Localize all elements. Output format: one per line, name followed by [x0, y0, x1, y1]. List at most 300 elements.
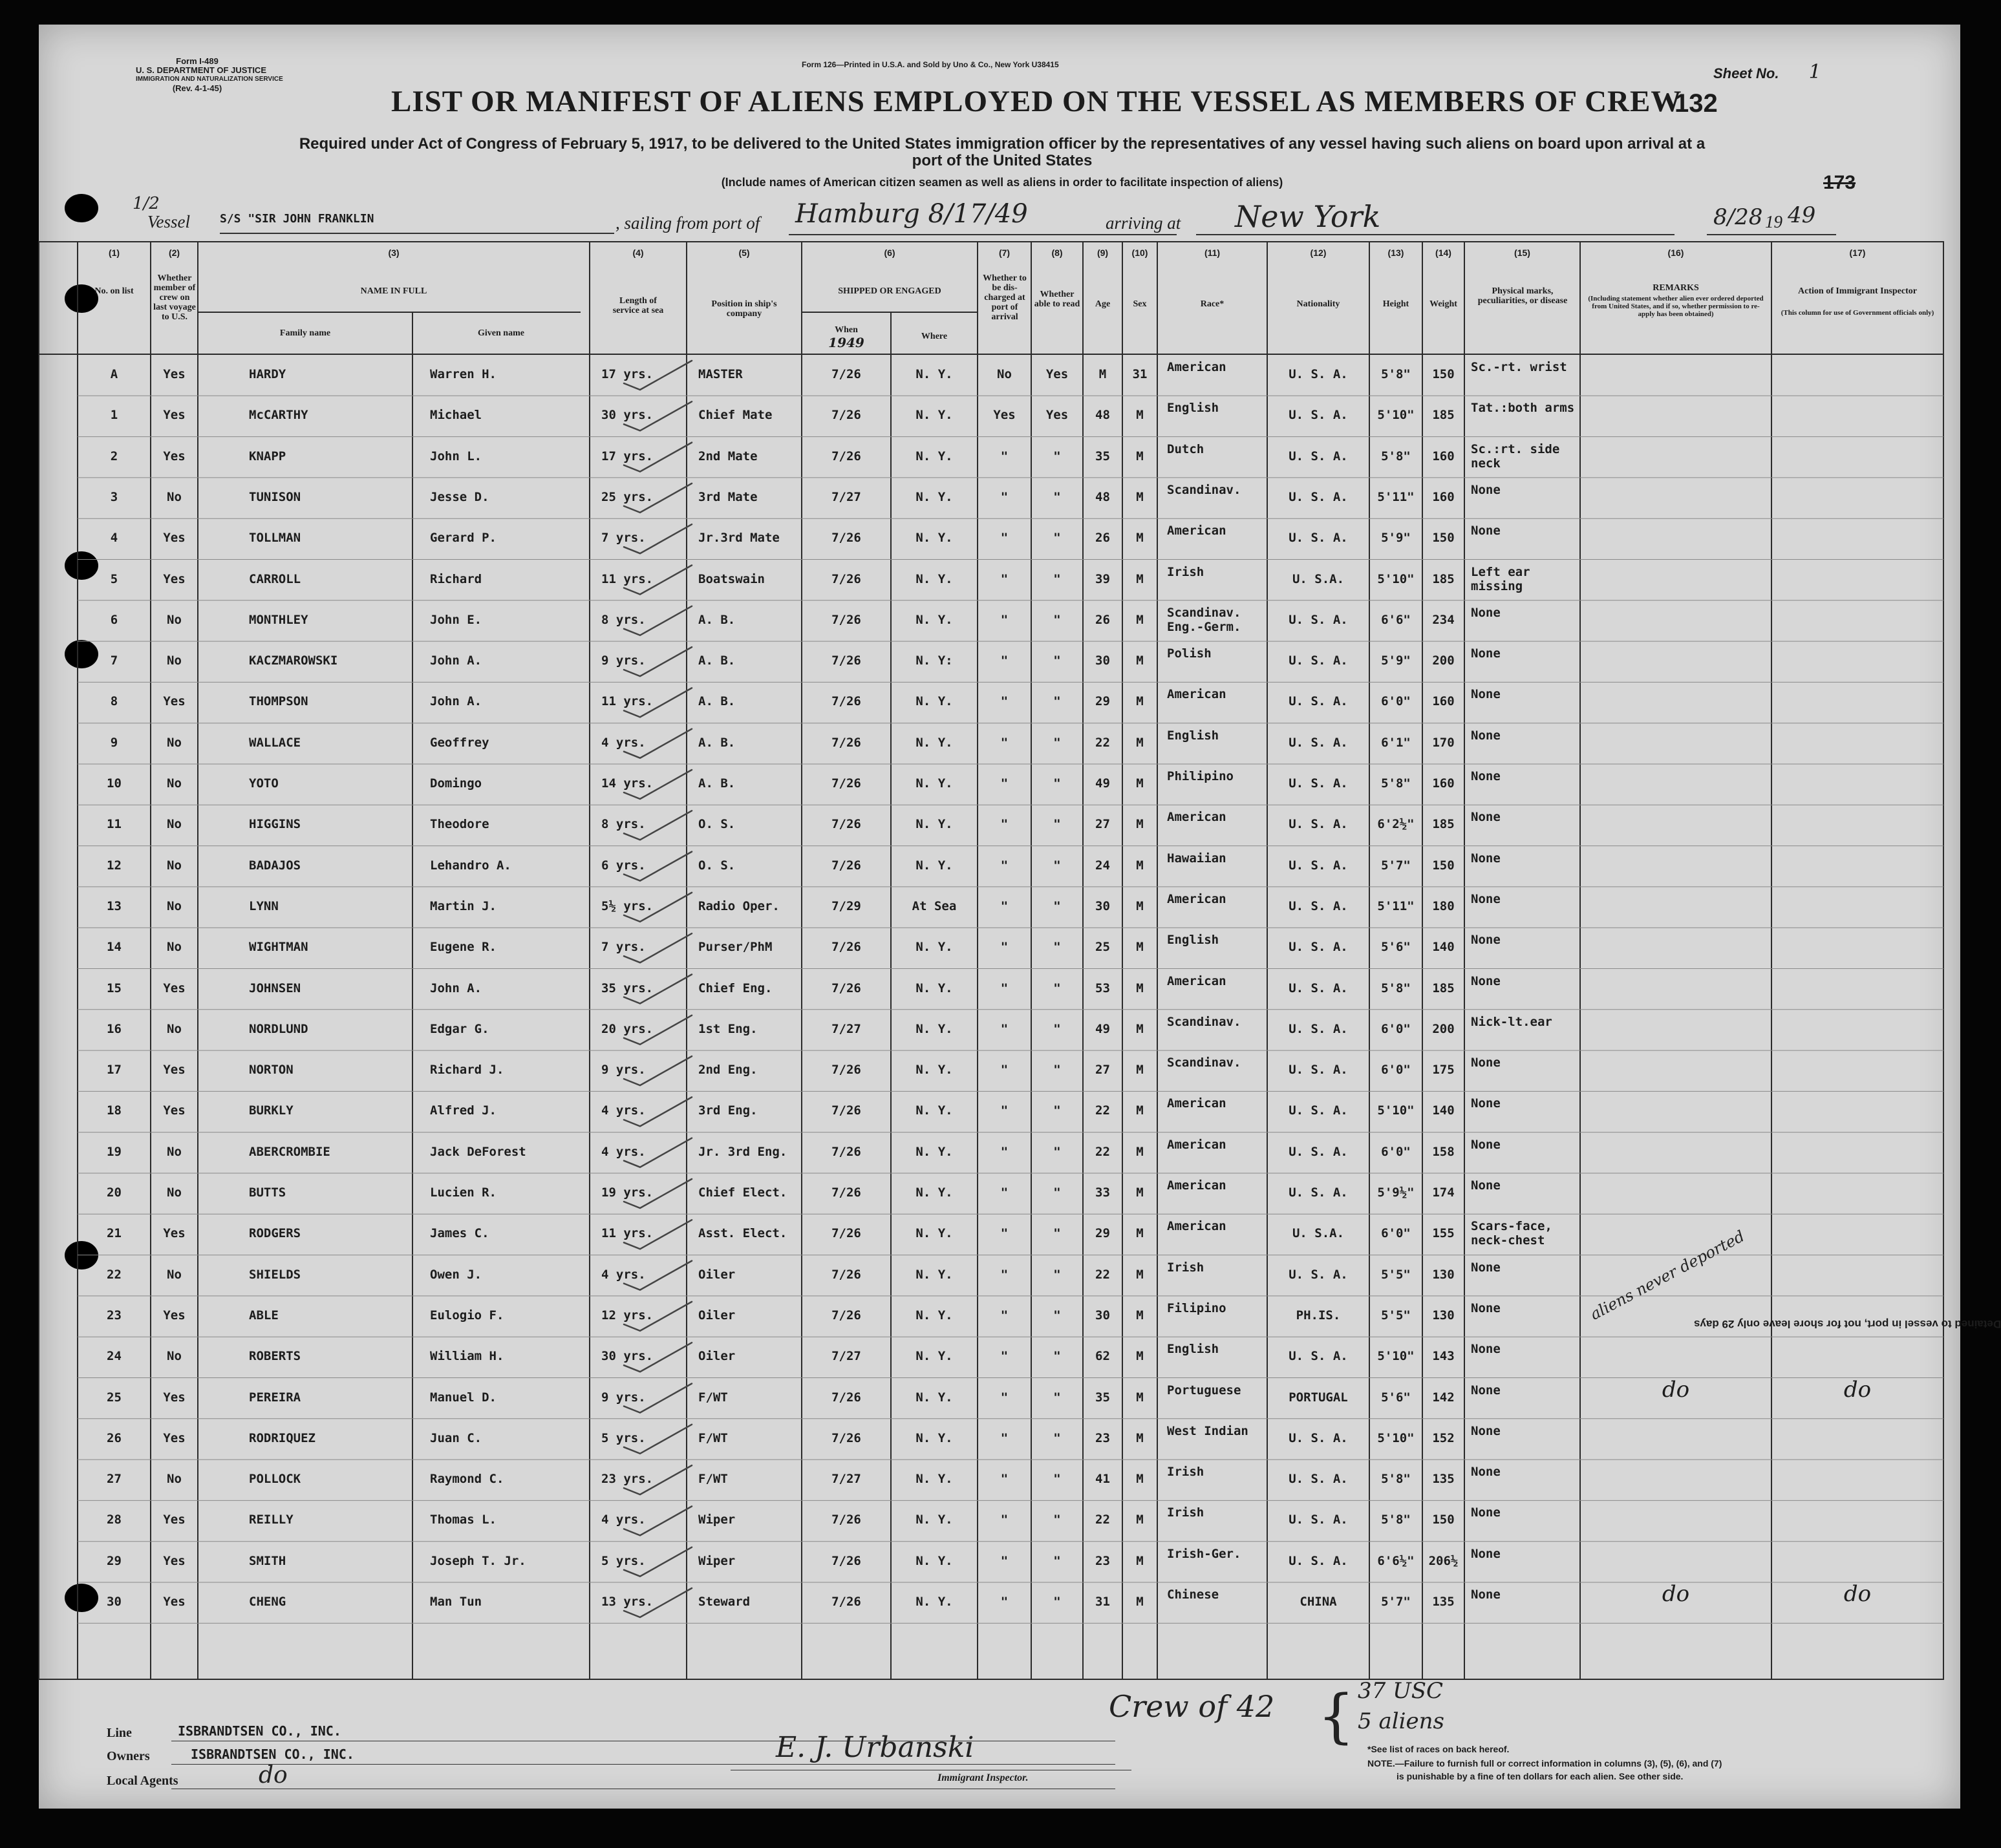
cell-able-read: "	[1053, 1185, 1061, 1200]
cell-nationality: U. S. A.	[1289, 817, 1348, 832]
cell-service: 11 yrs.	[601, 1226, 654, 1241]
cell-sex: M	[1136, 1595, 1144, 1609]
cell-given-name: Juan C.	[430, 1430, 482, 1445]
cell-height: 5'8"	[1381, 1472, 1411, 1487]
cell-height: 5'7"	[1381, 858, 1411, 873]
cell-sex: M	[1136, 449, 1144, 463]
cell-physical-marks: None	[1471, 769, 1501, 783]
col-num-12: (12)	[1310, 248, 1327, 258]
cell-position: A. B.	[698, 776, 736, 791]
line-label: Line	[107, 1726, 132, 1740]
cell-discharged: "	[1000, 531, 1009, 546]
cell-age: 26	[1095, 612, 1110, 627]
cell-able-read: "	[1053, 531, 1061, 546]
cell-age: 35	[1095, 1390, 1110, 1405]
cell-discharged: "	[1000, 1349, 1009, 1364]
header-discharged: Whether to be dis-charged at port of arrival	[983, 273, 1027, 322]
cell-where: N. Y.	[915, 1063, 953, 1078]
cell-physical-marks: Sc.:rt. side neck	[1471, 441, 1560, 471]
cell-family-name: KNAPP	[249, 449, 286, 463]
cell-when: 7/26	[831, 1390, 861, 1405]
cell-last-voyage: No	[167, 1021, 182, 1036]
cell-position: A. B.	[698, 694, 736, 709]
cell-height: 5'6"	[1381, 940, 1411, 955]
cell-family-name: ROBERTS	[249, 1349, 301, 1364]
cell-no: 19	[107, 1144, 122, 1159]
cell-able-read: "	[1053, 1513, 1061, 1527]
cell-sex: M	[1136, 735, 1144, 750]
cell-when: 7/26	[831, 1185, 861, 1200]
cell-where: N. Y.	[915, 817, 953, 832]
cell-last-voyage: No	[167, 858, 182, 873]
sheet-label: Sheet No.	[1713, 65, 1779, 81]
cell-remarks: do	[1662, 1581, 1690, 1607]
cell-discharged: "	[1000, 1595, 1009, 1609]
cell-nationality: U. S. A.	[1289, 858, 1348, 873]
cell-when: 7/26	[831, 1063, 861, 1078]
cell-race: American	[1167, 973, 1226, 988]
cell-position: Radio Oper.	[698, 898, 780, 913]
cell-where: N. Y.	[915, 1226, 953, 1241]
cell-last-voyage: Yes	[163, 408, 186, 423]
cell-when: 7/26	[831, 817, 861, 832]
cell-nationality: U. S. A.	[1289, 1553, 1348, 1568]
cell-age: 22	[1095, 1267, 1110, 1282]
header-given-name: Given name	[478, 328, 524, 338]
cell-height: 6'2½"	[1377, 817, 1415, 832]
cell-last-voyage: Yes	[163, 1103, 186, 1118]
cell-position: Oiler	[698, 1267, 736, 1282]
cell-race: American	[1167, 1096, 1226, 1111]
cell-service: 4 yrs.	[601, 1267, 646, 1282]
cell-height: 6'0"	[1381, 1226, 1411, 1241]
header-able-read: Whether able to read	[1034, 290, 1080, 309]
cell-race: English	[1167, 728, 1219, 743]
cell-last-voyage: No	[167, 1267, 182, 1282]
cell-given-name: Lehandro A.	[430, 858, 511, 873]
cell-service: 30 yrs.	[601, 1349, 654, 1364]
cell-where: N. Y.	[915, 981, 953, 995]
cell-physical-marks: None	[1471, 605, 1501, 620]
cell-family-name: TUNISON	[249, 489, 301, 504]
cell-sex: M	[1136, 1144, 1144, 1159]
cell-no: 29	[107, 1553, 122, 1568]
cell-sex: M	[1136, 1513, 1144, 1527]
crew-usc: 37 USC	[1358, 1678, 1444, 1704]
cell-height: 5'10"	[1377, 571, 1415, 586]
cell-given-name: Owen J.	[430, 1267, 482, 1282]
cell-last-voyage: Yes	[163, 571, 186, 586]
arriving-label: arriving at	[1106, 213, 1181, 233]
cell-nationality: U. S. A.	[1289, 776, 1348, 791]
cell-position: F/WT	[698, 1390, 728, 1405]
cell-last-voyage: No	[167, 817, 182, 832]
cell-where: N. Y.	[915, 1553, 953, 1568]
cell-discharged: "	[1000, 1021, 1009, 1036]
cell-where: N. Y.	[915, 1185, 953, 1200]
cell-able-read: "	[1053, 653, 1061, 668]
cell-weight: 185	[1432, 817, 1455, 832]
cell-nationality: U. S. A.	[1289, 694, 1348, 709]
cell-service: 30 yrs.	[601, 408, 654, 423]
cell-height: 5'9"	[1381, 653, 1411, 668]
col-num-3: (3)	[388, 248, 400, 258]
cell-weight: 150	[1432, 1513, 1455, 1527]
cell-no: 17	[107, 1063, 122, 1078]
cell-physical-marks: None	[1471, 1056, 1501, 1070]
cell-race: Dutch	[1167, 441, 1204, 456]
cell-able-read: "	[1053, 1472, 1061, 1487]
cell-no: 12	[107, 858, 122, 873]
cell-nationality: U. S. A.	[1289, 1349, 1348, 1364]
header-where: Where	[921, 332, 948, 341]
cell-family-name: HIGGINS	[249, 817, 301, 832]
requirement-text: Required under Act of Congress of February 5, 1917, to be delivered to the United States immigration officer by the representatives of any vessel having such aliens on board upon arrival at a	[299, 135, 1706, 153]
cell-position: F/WT	[698, 1430, 728, 1445]
cell-weight: 200	[1432, 653, 1455, 668]
cell-weight: 174	[1432, 1185, 1455, 1200]
cell-given-name: Man Tun	[430, 1595, 482, 1609]
cell-nationality: U. S. A.	[1289, 981, 1348, 995]
fine-note-2: is punishable by a fine of ten dollars for each alien. See other side.	[1396, 1771, 1684, 1781]
cell-position: A. B.	[698, 735, 736, 750]
cell-able-read: "	[1053, 735, 1061, 750]
cell-given-name: Michael	[430, 408, 482, 423]
cell-physical-marks: Sc.-rt. wrist	[1471, 360, 1567, 374]
cell-height: 5'8"	[1381, 981, 1411, 995]
cell-able-read: "	[1053, 571, 1061, 586]
cell-age: 30	[1095, 653, 1110, 668]
cell-weight: 140	[1432, 1103, 1455, 1118]
cell-nationality: U. S. A.	[1289, 1103, 1348, 1118]
cell-nationality: PORTUGAL	[1289, 1390, 1348, 1405]
cell-discharged: "	[1000, 1226, 1009, 1241]
cell-weight: 160	[1432, 489, 1455, 504]
cell-no: 5	[110, 571, 118, 586]
cell-age: 27	[1095, 1063, 1110, 1078]
cell-age: 29	[1095, 1226, 1110, 1241]
cell-height: 6'1"	[1381, 735, 1411, 750]
cell-weight: 170	[1432, 735, 1455, 750]
cell-action: do	[1843, 1376, 1872, 1403]
cell-nationality: U. S. A.	[1289, 531, 1348, 546]
cell-able-read: "	[1053, 694, 1061, 709]
year-suffix: 49	[1788, 202, 1816, 228]
cell-service: 17 yrs.	[601, 367, 654, 381]
cell-nationality: U. S. A.	[1289, 1185, 1348, 1200]
cell-last-voyage: Yes	[163, 1226, 186, 1241]
cell-able-read: "	[1053, 1390, 1061, 1405]
cell-able-read: "	[1053, 1063, 1061, 1078]
cell-where: N. Y.	[915, 449, 953, 463]
sheet-number: 1	[1808, 61, 1821, 83]
agents-value: do	[259, 1762, 288, 1789]
cell-when: 7/26	[831, 858, 861, 873]
cell-given-name: James C.	[430, 1226, 489, 1241]
cell-sex: M	[1136, 858, 1144, 873]
cell-nationality: U. S. A.	[1289, 653, 1348, 668]
cell-where: N. Y.	[915, 735, 953, 750]
cell-age: 35	[1095, 449, 1110, 463]
cell-sex: M	[1136, 612, 1144, 627]
cell-last-voyage: Yes	[163, 449, 186, 463]
cell-when: 7/26	[831, 571, 861, 586]
cell-discharged: Yes	[993, 408, 1016, 423]
cell-age: 22	[1095, 1144, 1110, 1159]
cell-no: 10	[107, 776, 122, 791]
cell-discharged: "	[1000, 612, 1009, 627]
cell-age: 29	[1095, 694, 1110, 709]
vessel-prefix: 1/2	[133, 194, 160, 213]
owners-label: Owners	[107, 1749, 150, 1763]
cell-able-read: "	[1053, 1267, 1061, 1282]
cell-family-name: RODRIQUEZ	[249, 1430, 316, 1445]
cell-discharged: "	[1000, 1513, 1009, 1527]
cell-nationality: U. S. A.	[1289, 940, 1348, 955]
cell-where: N. Y.	[915, 1349, 953, 1364]
cell-sex: M	[1136, 1063, 1144, 1078]
cell-nationality: U. S. A.	[1289, 735, 1348, 750]
cell-discharged: "	[1000, 1390, 1009, 1405]
col-num-13: (13)	[1387, 248, 1404, 258]
cell-discharged: "	[1000, 1553, 1009, 1568]
cell-height: 5'6"	[1381, 1390, 1411, 1405]
inspector-signature: E. J. Urbanski	[776, 1731, 974, 1764]
cell-able-read: "	[1053, 489, 1061, 504]
inspector-label: Immigrant Inspector.	[937, 1772, 1029, 1783]
cell-physical-marks: None	[1471, 1342, 1501, 1357]
cell-sex: M	[1136, 898, 1144, 913]
cell-when: 7/26	[831, 449, 861, 463]
cell-family-name: CARROLL	[249, 571, 301, 586]
cell-no: 22	[107, 1267, 122, 1282]
cell-service: 9 yrs.	[601, 653, 646, 668]
cell-family-name: BUTTS	[249, 1185, 286, 1200]
cell-race: American	[1167, 524, 1226, 538]
cell-where: N. Y.	[915, 776, 953, 791]
cell-weight: 140	[1432, 940, 1455, 955]
cell-last-voyage: Yes	[163, 1553, 186, 1568]
cell-sex: M	[1136, 1553, 1144, 1568]
cell-nationality: PH.IS.	[1296, 1308, 1341, 1322]
cell-last-voyage: No	[167, 1349, 182, 1364]
cell-where: N. Y.	[915, 1021, 953, 1036]
cell-race: Hawaiian	[1167, 851, 1226, 866]
cell-height: 5'11"	[1377, 489, 1415, 504]
cell-position: Oiler	[698, 1308, 736, 1322]
cell-service: 14 yrs.	[601, 776, 654, 791]
cell-where: N. Y.	[915, 1595, 953, 1609]
arrival-date: 8/28	[1713, 204, 1763, 230]
cell-where: N. Y.	[915, 408, 953, 423]
cell-age: 26	[1095, 531, 1110, 546]
cell-physical-marks: None	[1471, 1465, 1501, 1480]
cell-weight: 150	[1432, 367, 1455, 381]
cell-height: 5'5"	[1381, 1267, 1411, 1282]
cell-discharged: "	[1000, 940, 1009, 955]
cell-service: 8 yrs.	[601, 817, 646, 832]
cell-race: Scandinav.	[1167, 1014, 1241, 1029]
cell-last-voyage: Yes	[163, 367, 186, 381]
cell-when: 7/26	[831, 612, 861, 627]
cell-height: 6'6"	[1381, 612, 1411, 627]
cell-given-name: John A.	[430, 981, 482, 995]
cell-nationality: CHINA	[1300, 1595, 1337, 1609]
cell-where: N. Y.	[915, 1513, 953, 1527]
cell-no: 30	[107, 1595, 122, 1609]
cell-last-voyage: No	[167, 940, 182, 955]
cell-able-read: "	[1053, 1226, 1061, 1241]
cell-race: Polish	[1167, 646, 1212, 661]
cell-when: 7/26	[831, 981, 861, 995]
cell-able-read: "	[1053, 940, 1061, 955]
cell-able-read: "	[1053, 1144, 1061, 1159]
cell-given-name: Eugene R.	[430, 940, 497, 955]
cell-given-name: Geoffrey	[430, 735, 489, 750]
cell-service: 12 yrs.	[601, 1308, 654, 1322]
cell-nationality: U. S. A.	[1289, 367, 1348, 381]
cell-age: 39	[1095, 571, 1110, 586]
cell-given-name: Jesse D.	[430, 489, 489, 504]
cell-service: 23 yrs.	[601, 1472, 654, 1487]
cell-last-voyage: Yes	[163, 1513, 186, 1527]
cell-service: 4 yrs.	[601, 735, 646, 750]
cell-given-name: Joseph T. Jr.	[430, 1553, 526, 1568]
cell-discharged: "	[1000, 1472, 1009, 1487]
cell-position: A. B.	[698, 612, 736, 627]
cell-where: N. Y.	[915, 1308, 953, 1322]
cell-when: 7/26	[831, 1513, 861, 1527]
cell-family-name: CHENG	[249, 1595, 286, 1609]
cell-nationality: U. S.A.	[1292, 1226, 1345, 1241]
cell-weight: 142	[1432, 1390, 1455, 1405]
cell-discharged: "	[1000, 898, 1009, 913]
cell-given-name: John A.	[430, 694, 482, 709]
remarks-aliens-never-deported: aliens never deported	[1587, 1227, 1748, 1324]
cell-family-name: REILLY	[249, 1513, 294, 1527]
cell-physical-marks: None	[1471, 646, 1501, 661]
cell-where: N. Y.	[915, 940, 953, 955]
cell-position: Jr. 3rd Eng.	[698, 1144, 787, 1159]
cell-family-name: WIGHTMAN	[249, 940, 308, 955]
printer-line: Form 126—Printed in U.S.A. and Sold by Uno & Co., New York U38415	[802, 60, 1059, 69]
cell-race: American	[1167, 1219, 1226, 1234]
cell-sex: M	[1136, 940, 1144, 955]
cell-race: Irish	[1167, 564, 1204, 579]
cell-no: 28	[107, 1513, 122, 1527]
cell-service: 8 yrs.	[601, 612, 646, 627]
cell-when: 7/29	[831, 898, 861, 913]
cell-physical-marks: Left ear missing	[1471, 564, 1530, 593]
cell-weight: 185	[1432, 408, 1455, 423]
cell-where: N. Y.	[915, 1103, 953, 1118]
cell-no: 25	[107, 1390, 122, 1405]
cell-when: 7/26	[831, 531, 861, 546]
cell-weight: 135	[1432, 1472, 1455, 1487]
cell-last-voyage: No	[167, 776, 182, 791]
cell-given-name: Raymond C.	[430, 1472, 504, 1487]
header-last-voyage: Whether member of crew on last voyage to U.S.	[153, 273, 196, 322]
cell-sex: M	[1136, 1430, 1144, 1445]
cell-age: 53	[1095, 981, 1110, 995]
cell-physical-marks: None	[1471, 891, 1501, 906]
cell-no: 18	[107, 1103, 122, 1118]
cell-sex: M	[1136, 1185, 1144, 1200]
cell-service: 25 yrs.	[601, 489, 654, 504]
cell-height: 6'6½"	[1377, 1553, 1415, 1568]
cell-position: 3rd Eng.	[698, 1103, 758, 1118]
cell-physical-marks: None	[1471, 1383, 1501, 1397]
cell-race: Filipino	[1167, 1301, 1226, 1315]
cell-sex: M	[1136, 817, 1144, 832]
cell-family-name: POLLOCK	[249, 1472, 301, 1487]
cell-when: 7/27	[831, 1349, 861, 1364]
cell-race: Portuguese	[1167, 1383, 1241, 1397]
cell-when: 7/26	[831, 367, 861, 381]
fine-note-1: NOTE.—Failure to furnish full or correct information in columns (3), (5), (6), and (7)	[1367, 1758, 1722, 1768]
cell-no: 7	[110, 653, 118, 668]
cell-able-read: "	[1053, 776, 1061, 791]
cell-sex: M	[1136, 1103, 1144, 1118]
cell-age: 33	[1095, 1185, 1110, 1200]
cell-last-voyage: Yes	[163, 981, 186, 995]
cell-where: N. Y.	[915, 858, 953, 873]
cell-height: 5'10"	[1377, 1349, 1415, 1364]
line-value: ISBRANDTSEN CO., INC.	[178, 1723, 341, 1739]
cell-last-voyage: Yes	[163, 1063, 186, 1078]
cell-able-read: "	[1053, 898, 1061, 913]
cell-service: 5 yrs.	[601, 1553, 646, 1568]
cell-family-name: RODGERS	[249, 1226, 301, 1241]
cell-able-read: "	[1053, 449, 1061, 463]
col-num-9: (9)	[1097, 248, 1109, 258]
cell-sex: M	[1136, 1349, 1144, 1364]
cell-sex: M	[1136, 653, 1144, 668]
cell-physical-marks: None	[1471, 1423, 1501, 1438]
cell-age: 30	[1095, 898, 1110, 913]
cell-race: Scandinav.	[1167, 1056, 1241, 1070]
cell-height: 5'8"	[1381, 449, 1411, 463]
cell-height: 5'5"	[1381, 1308, 1411, 1322]
header-when-year: 1949	[828, 335, 864, 350]
header-action-note: (This column for use of Government officials only)	[1781, 309, 1934, 317]
col-num-10: (10)	[1131, 248, 1148, 258]
cell-last-voyage: No	[167, 1472, 182, 1487]
cell-service: 11 yrs.	[601, 694, 654, 709]
cell-family-name: NORTON	[249, 1063, 294, 1078]
col-num-4: (4)	[632, 248, 644, 258]
cell-family-name: BADAJOS	[249, 858, 301, 873]
cell-position: 2nd Eng.	[698, 1063, 758, 1078]
cell-remarks: do	[1662, 1376, 1690, 1403]
cell-height: 6'0"	[1381, 1063, 1411, 1078]
cell-weight: 200	[1432, 1021, 1455, 1036]
cell-when: 7/27	[831, 1021, 861, 1036]
cell-race: Chinese	[1167, 1588, 1219, 1602]
cell-physical-marks: None	[1471, 1588, 1501, 1602]
cell-position: A. B.	[698, 653, 736, 668]
cell-given-name: Domingo	[430, 776, 482, 791]
cell-when: 7/26	[831, 1103, 861, 1118]
cell-sex: M	[1136, 408, 1144, 423]
cell-when: 7/26	[831, 1595, 861, 1609]
cell-given-name: Martin J.	[430, 898, 497, 913]
cell-age: 23	[1095, 1430, 1110, 1445]
cell-where: N. Y.	[915, 1144, 953, 1159]
cell-physical-marks: None	[1471, 1137, 1501, 1152]
cell-where: At Sea	[912, 898, 957, 913]
cell-nationality: U. S. A.	[1289, 1063, 1348, 1078]
